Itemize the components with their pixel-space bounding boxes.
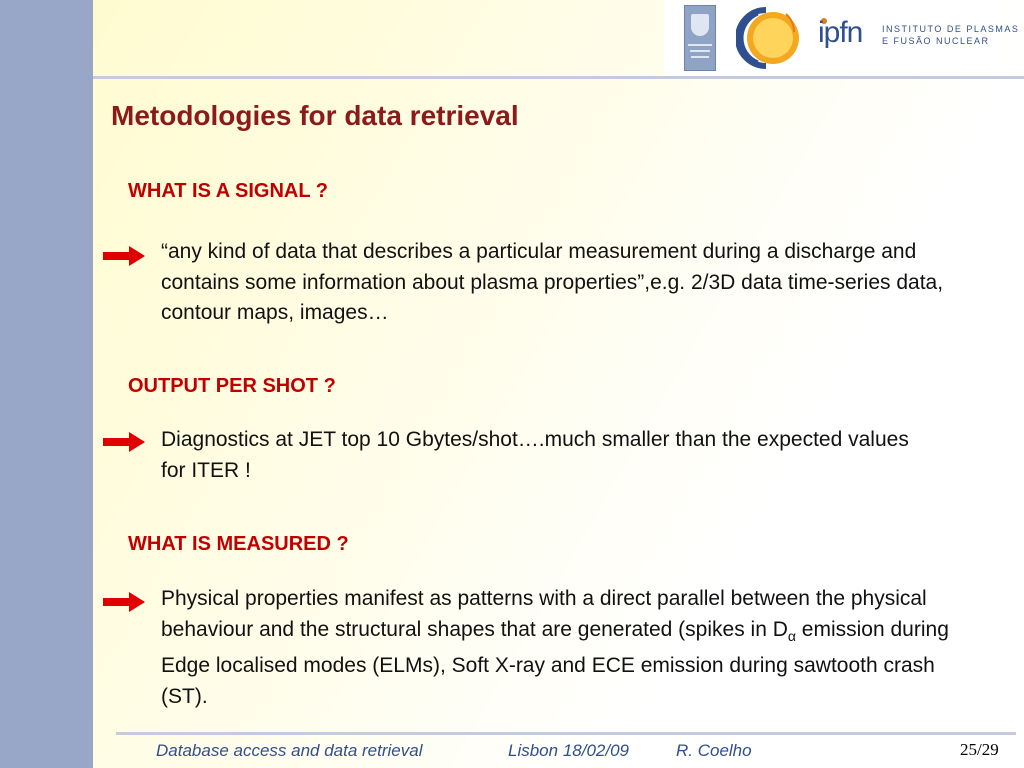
sun-logo-icon [736, 2, 806, 72]
red-arrow-icon [102, 245, 146, 267]
ipfn-logo-text: ipfn [818, 16, 863, 49]
ist-logo-line [691, 56, 709, 58]
alpha-subscript: α [787, 627, 796, 644]
ist-shield-icon [691, 14, 709, 36]
red-arrow-icon [102, 591, 146, 613]
measured-text-part2: emission during Edge localised modes (ELMs), Soft X-ray and ECE emission during sawtooth crash (ST). [161, 617, 949, 708]
page-number: 25/29 [960, 740, 999, 759]
section-text-output: Diagnostics at JET top 10 Gbytes/shot….much smaller than the expected values for ITER ! [161, 428, 909, 482]
footer-author: R. Coelho [676, 741, 752, 760]
slide-title: Metodologies for data retrieval [111, 100, 519, 131]
footer-topic: Database access and data retrieval [156, 741, 423, 760]
ist-logo [684, 5, 716, 71]
ist-logo-line [688, 44, 712, 46]
ipfn-logo [818, 16, 1020, 60]
left-sidebar-bar [0, 0, 93, 768]
measured-text-part1: Physical properties manifest as patterns with a direct parallel between the physical behaviour and the structural shapes that are generated (spikes in D [161, 587, 927, 641]
header-divider [93, 76, 1024, 79]
red-arrow-icon [102, 431, 146, 453]
section-text-signal: “any kind of data that describes a particular measurement during a discharge and contains some information about plasma properties”,e.g. 2/3D data time-series data, contour maps, images… [161, 240, 944, 324]
section-heading-measured: WHAT IS MEASURED ? [128, 533, 349, 555]
ist-logo-line [690, 50, 710, 52]
section-heading-output: OUTPUT PER SHOT ? [128, 375, 336, 397]
footer-divider [116, 732, 1016, 735]
footer-event: Lisbon 18/02/09 [508, 741, 629, 760]
ipfn-logo-subtitle-1: INSTITUTO DE PLASMAS [882, 24, 1020, 34]
section-text-measured [161, 584, 961, 712]
section-heading-signal: WHAT IS A SIGNAL ? [128, 180, 328, 202]
ipfn-logo-subtitle-2: E FUSÃO NUCLEAR [882, 36, 990, 46]
